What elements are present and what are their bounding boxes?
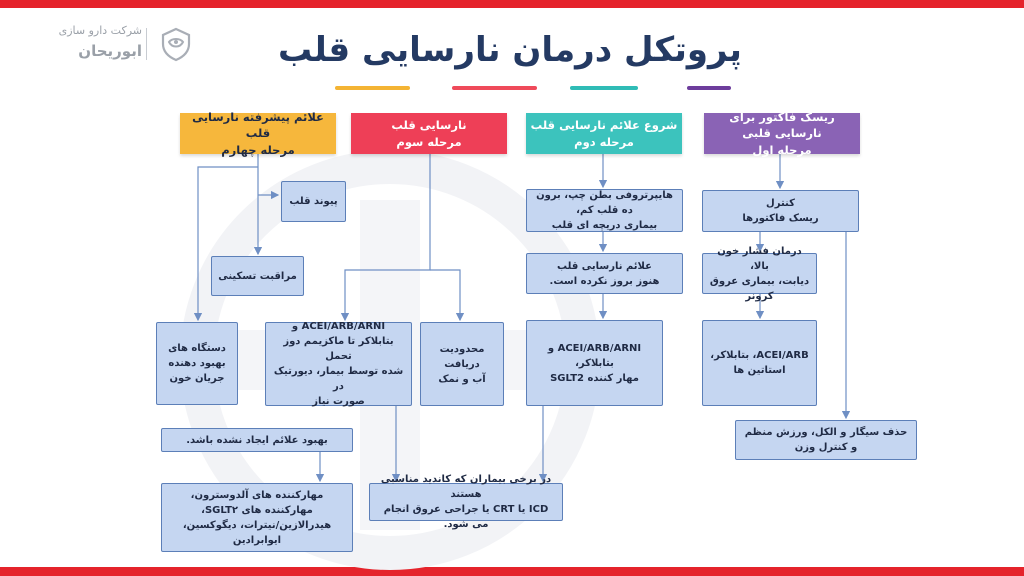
stage-3-drugs-box [265,322,412,406]
stage-4-devices-box [156,322,238,405]
stage-3-salt-line-2: آب و نمک [438,373,486,385]
stage-2-lvh-line-2: بیماری دریچه ای قلب [551,220,658,231]
stage-4-devices-line-2: بهبود دهنده [168,358,226,369]
stage-3-advanced-drugs-line-2: هیدرالازین/نیترات، دیگوکسین، [182,519,332,531]
stage-2-drugs-box [526,320,663,406]
stage-3-advanced-drugs-line-3: ایوابرادین [232,534,282,546]
logo-line-2: ابوریحان [78,42,142,60]
stage-1-control-box [702,190,859,232]
stage-3-drugs-line-2: بتابلاکر تا ماکزیمم دوز تحمل [283,336,394,362]
stage-1-header [704,109,860,157]
stage-4-label: مرحله چهارم [221,142,295,157]
stage-3-device-surgery-box [369,474,563,530]
stage-1-treatment-line-1: درمان فشار خون بالا، [717,245,802,272]
stage-3-title: نارسایی قلب [391,117,467,132]
stage-3-no-improvement-text: بهبود علائم ایجاد نشده باشد. [186,434,328,446]
stage-1-drugs-box [702,320,817,406]
stage-1-drugs-line-1: ACEI/ARB، بتابلاکر، [710,350,809,361]
stage-4-palliative-box [211,256,304,296]
stage-2-drugs-line-2: مهار کننده SGLT2 [550,372,639,384]
stage-3-label: مرحله سوم [396,134,462,149]
stage-4-header [180,109,336,157]
stage-4-transplant-box [281,181,346,222]
stage-2-lvh-box [526,189,683,232]
stage-4-title: علائم پیشرفته نارسایی قلب [192,109,324,141]
stage-2-symptoms-line-2: هنوز بروز نکرده است. [549,275,660,287]
stage-1-title: ریسک فاکتور برای نارسایی قلبی [729,109,835,141]
stage-4-transplant-text: پیوند قلب [289,196,338,207]
stage-3-salt-line-1: محدودیت دریافت [439,343,485,370]
stage-1-label: مرحله اول [752,142,812,157]
stage-1-control-line-2: ریسک فاکتورها [742,213,819,224]
stage-4-devices-line-1: دستگاه های [168,343,226,354]
stage-1-treatment-line-2: دیابت، بیماری عروق کرونر [709,275,810,302]
stage-1-drugs-line-2: استاتین ها [733,365,786,376]
stage-1-control-line-1: کنترل [766,198,795,209]
stage-3-header [351,113,507,154]
stage-3-device-line-2: ICD یا CRT یا جراحی عروق انجام می شود. [383,504,549,530]
logo-line-1: شرکت دارو سازی [58,24,142,37]
stage-1-treatment-box [702,245,817,302]
stage-3-advanced-drugs-box [161,483,353,552]
page-title: پروتکل درمان نارسایی قلب [278,30,742,70]
stage-3-drugs-line-4: صورت نیاز [312,396,365,407]
stage-2-drugs-line-1: ACEI/ARB/ARNI و بتابلاکر، [547,342,642,369]
stage-3-advanced-drugs-line-1: مهارکننده های آلدوسترون، مهارکننده های SGLT۲، [190,489,324,516]
stage-3-no-improvement-box [161,428,353,452]
stage-2-symptoms-line-1: علائم نارسایی قلب [557,260,652,272]
stage-4-devices-line-3: جریان خون [169,373,225,384]
stage-2-label: مرحله دوم [574,134,634,149]
stage-3-device-line-1: در برخی بیماران که کاندید مناسبی هستند [380,474,552,500]
stage-2-header [526,113,682,154]
stage-4-palliative-text: مراقبت تسکینی [218,270,297,282]
stage-2-symptoms-box [526,253,683,294]
stage-2-title: شروع علائم نارسایی قلب [530,117,678,132]
stage-2-lvh-line-1: هایپرتروفی بطن چپ، برون ده قلب کم، [536,190,673,216]
stage-1-lifestyle-text: حذف سیگار و الکل، ورزش منظم و کنترل وزن [744,427,908,453]
stage-3-drugs-line-3: شده توسط بیمار، دیورتیک در [273,366,404,392]
stage-3-drugs-line-1: ACEI/ARB/ARNI و [291,321,386,332]
stage-1-lifestyle-box [735,420,917,460]
stage-3-salt-restriction-box [420,322,504,406]
